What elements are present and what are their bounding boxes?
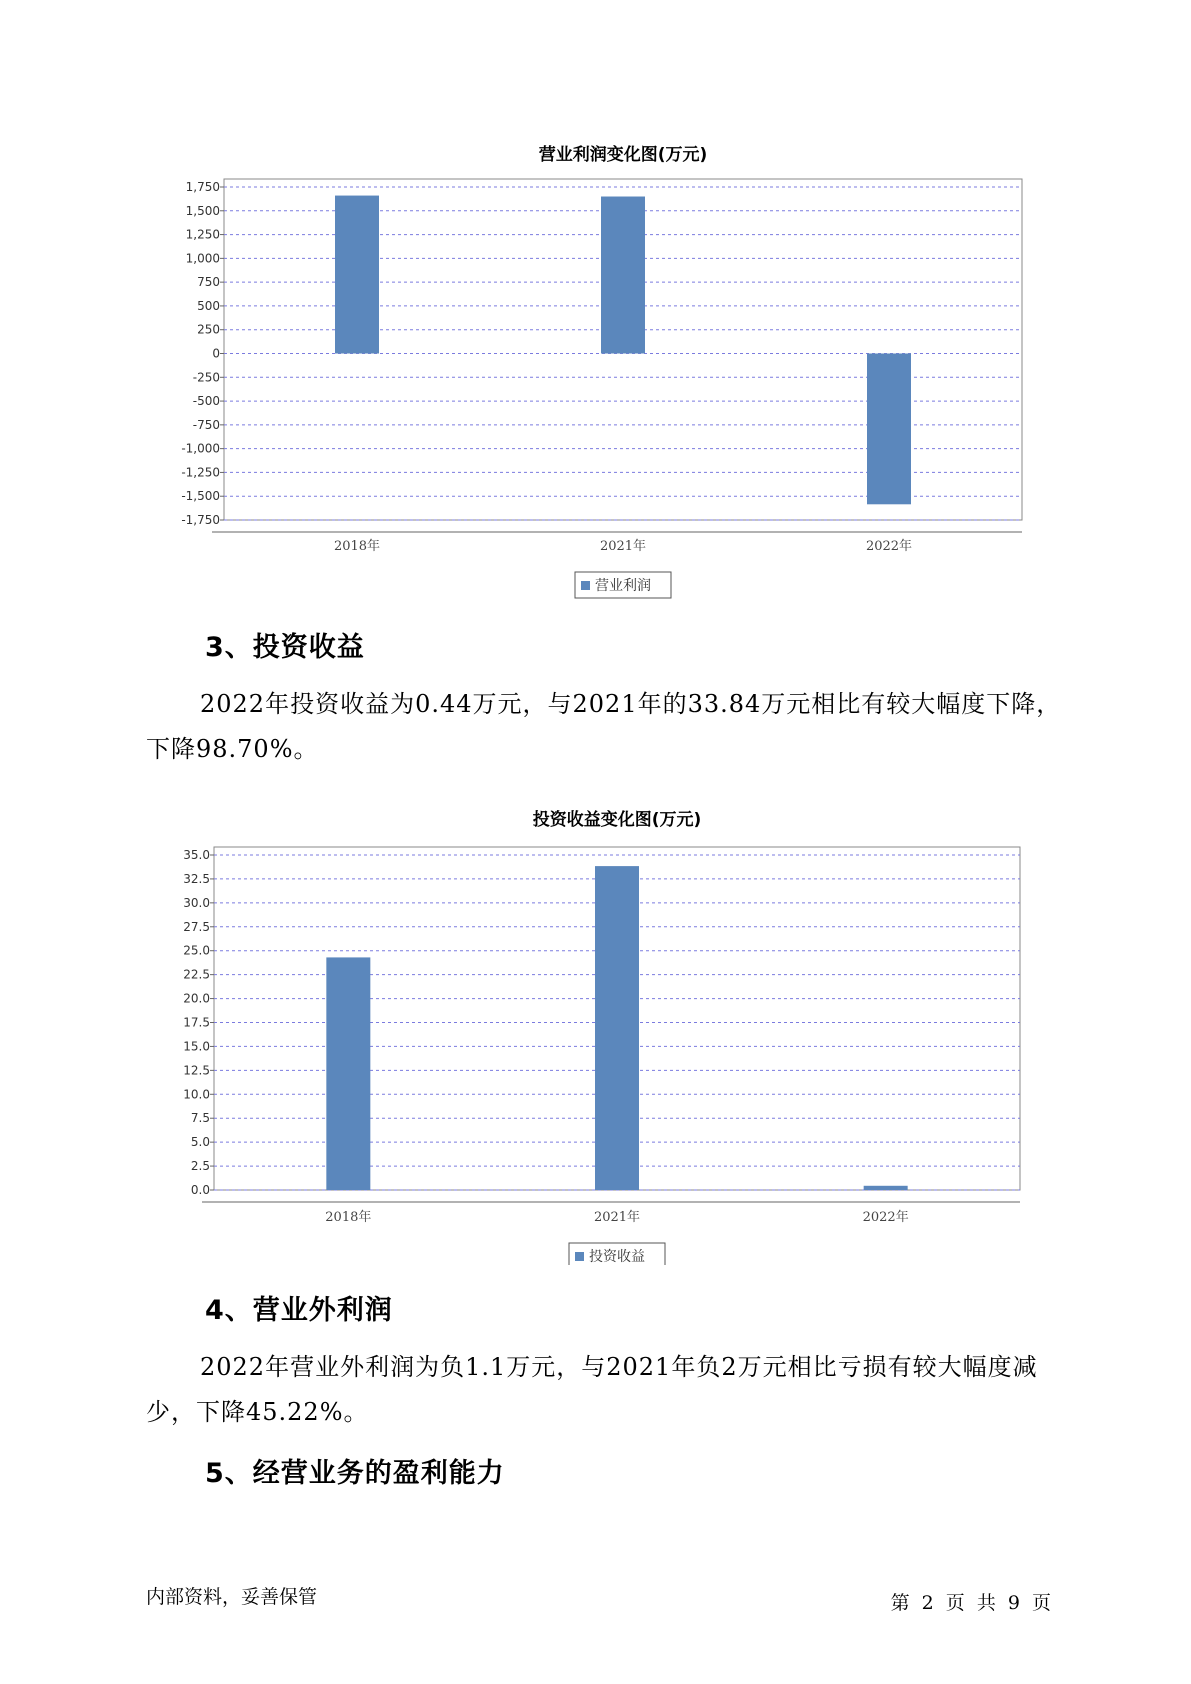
paragraph-investment-income: 2022年投资收益为0.44万元，与2021年的33.84万元相比有较大幅度下降，下降98.70%。 bbox=[146, 690, 1062, 763]
y-tick-label: 0 bbox=[212, 346, 220, 361]
y-tick-label: -1,250 bbox=[181, 465, 220, 480]
y-tick-label: 1,500 bbox=[185, 203, 220, 218]
y-tick-label: 27.5 bbox=[183, 919, 210, 934]
legend-label: 营业利润 bbox=[595, 578, 651, 594]
y-tick-label: 2.5 bbox=[190, 1159, 210, 1174]
y-tick-label: -500 bbox=[192, 394, 220, 409]
paragraph-non-operating-profit: 2022年营业外利润为负1.1万元，与2021年负2万元相比亏损有较大幅度减少，下降45.22%。 bbox=[146, 1353, 1038, 1426]
y-tick-label: 250 bbox=[197, 322, 220, 337]
y-tick-label: -250 bbox=[192, 370, 220, 385]
y-tick-label: 20.0 bbox=[183, 991, 210, 1006]
y-tick-label: 32.5 bbox=[183, 871, 210, 886]
investment-income-chart bbox=[0, 795, 1191, 1265]
chart-title: 营业利润变化图(万元) bbox=[538, 145, 708, 165]
y-tick-label: 35.0 bbox=[183, 848, 210, 862]
y-tick-label: 22.5 bbox=[183, 967, 210, 982]
y-tick-label: 1,000 bbox=[185, 251, 220, 266]
y-tick-label: 10.0 bbox=[183, 1087, 210, 1102]
y-tick-label: 5.0 bbox=[190, 1135, 210, 1150]
investment-income-chart-svg bbox=[0, 795, 1191, 1265]
x-category-label: 2021年 bbox=[599, 539, 647, 554]
footer-page-number: 第 2 页 共 9 页 bbox=[890, 1592, 1051, 1614]
x-category-label: 2018年 bbox=[333, 539, 381, 554]
x-category-label: 2022年 bbox=[862, 1210, 909, 1225]
bar-2018年 bbox=[326, 957, 370, 1190]
legend-label: 投资收益 bbox=[589, 1249, 645, 1265]
heading-non-operating-profit: 4、营业外利润 bbox=[205, 1295, 393, 1326]
bar-2022年 bbox=[867, 354, 911, 505]
footer-confidential-note: 内部资料，妥善保管 bbox=[146, 1586, 318, 1608]
y-tick-label: 30.0 bbox=[183, 895, 210, 910]
chart-title: 投资收益变化图(万元) bbox=[532, 810, 702, 830]
y-tick-label: 0.0 bbox=[190, 1183, 210, 1197]
y-tick-label: 1,250 bbox=[185, 227, 220, 242]
bar-2021年 bbox=[595, 866, 639, 1190]
y-tick-label: 25.0 bbox=[183, 943, 210, 958]
y-tick-label: 750 bbox=[197, 275, 220, 290]
y-tick-label: -750 bbox=[192, 417, 220, 432]
y-tick-label: 17.5 bbox=[183, 1015, 210, 1030]
x-category-label: 2021年 bbox=[593, 1210, 641, 1225]
y-tick-label: -1,000 bbox=[181, 441, 220, 456]
y-tick-label: 15.0 bbox=[183, 1039, 210, 1054]
x-category-label: 2022年 bbox=[865, 539, 913, 554]
y-tick-label: -1,500 bbox=[181, 489, 220, 504]
bar-2018年 bbox=[335, 196, 379, 354]
operating-profit-chart-svg bbox=[0, 130, 1191, 600]
y-tick-label: -1,750 bbox=[181, 513, 220, 527]
bar-2021年 bbox=[601, 197, 645, 354]
y-tick-label: 1,750 bbox=[185, 180, 220, 194]
heading-operating-profitability: 5、经营业务的盈利能力 bbox=[205, 1458, 505, 1489]
legend-swatch bbox=[575, 1252, 584, 1261]
bar-2022年 bbox=[864, 1186, 908, 1190]
y-tick-label: 12.5 bbox=[183, 1063, 210, 1078]
y-tick-label: 500 bbox=[197, 298, 220, 313]
x-category-label: 2018年 bbox=[325, 1210, 372, 1225]
heading-investment-income: 3、投资收益 bbox=[205, 632, 365, 663]
y-tick-label: 7.5 bbox=[190, 1111, 210, 1126]
operating-profit-chart bbox=[0, 130, 1191, 600]
legend-swatch bbox=[581, 581, 590, 590]
